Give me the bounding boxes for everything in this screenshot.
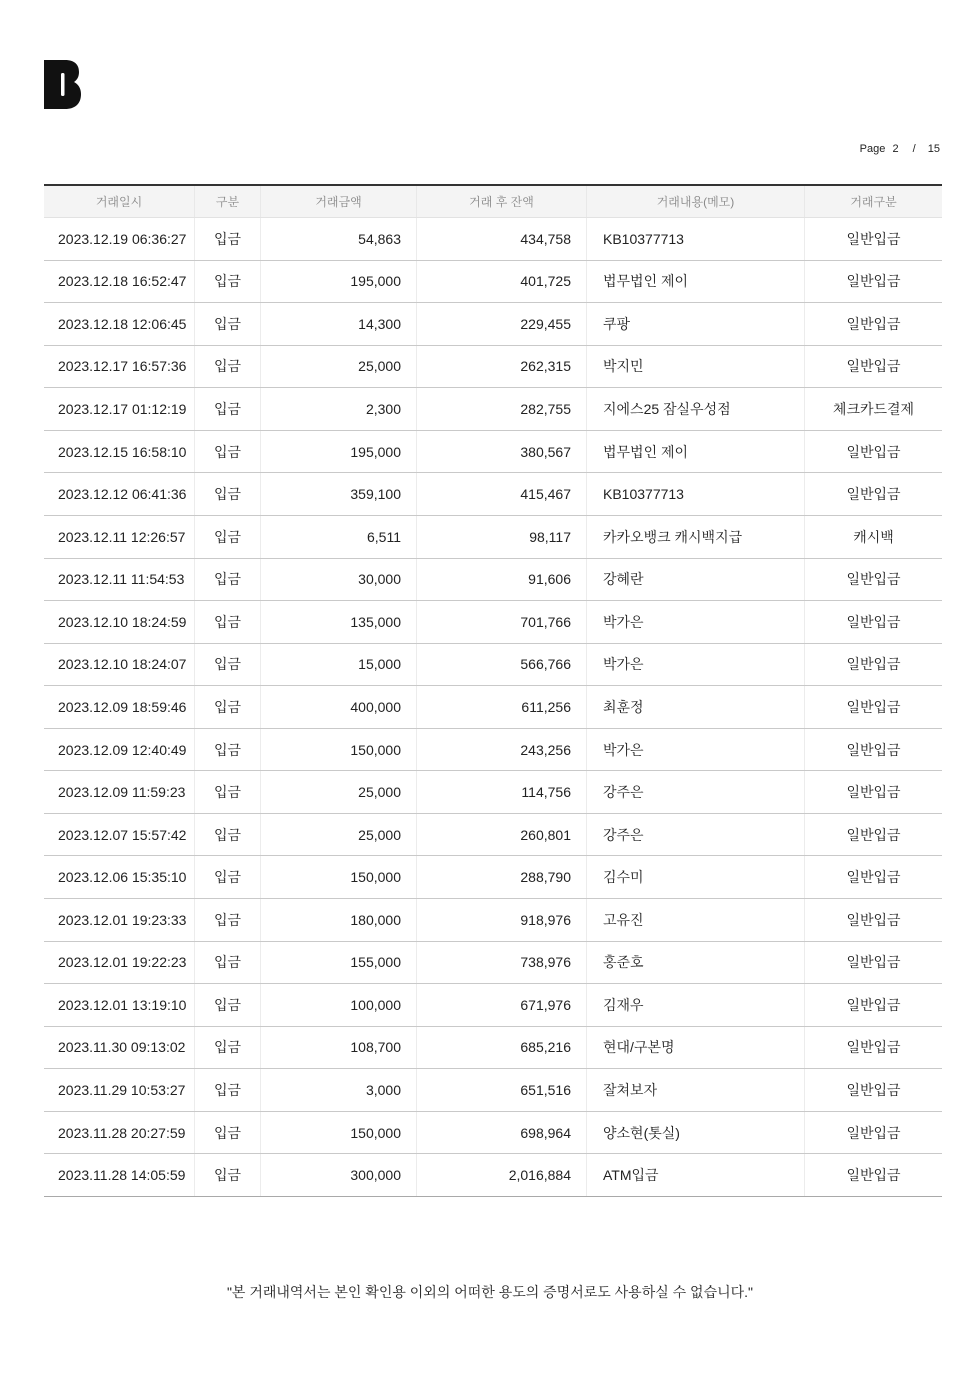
table-row — [44, 218, 942, 261]
cell-balance: 2,016,884 — [417, 1154, 587, 1196]
cell-memo: 지에스25 잠실우성점 — [587, 388, 805, 430]
cell-type: 입금 — [195, 516, 261, 558]
cell-memo: 최훈정 — [587, 686, 805, 728]
cell-type: 입금 — [195, 856, 261, 898]
cell-datetime: 2023.12.12 06:41:36 — [44, 473, 195, 515]
cell-balance: 698,964 — [417, 1112, 587, 1154]
cell-type: 입금 — [195, 644, 261, 686]
cell-balance: 288,790 — [417, 856, 587, 898]
cell-balance: 685,216 — [417, 1027, 587, 1069]
cell-datetime: 2023.12.11 11:54:53 — [44, 559, 195, 601]
column-header-category: 거래구분 — [850, 195, 897, 209]
table-row — [44, 644, 942, 687]
cell-type: 입금 — [195, 431, 261, 473]
cell-balance: 611,256 — [417, 686, 587, 728]
cell-category: 일반입금 — [846, 571, 901, 588]
cell-memo: 김재우 — [587, 984, 805, 1026]
cell-datetime: 2023.12.01 13:19:10 — [44, 984, 195, 1026]
cell-memo: KB10377713 — [587, 473, 805, 515]
cell-amount: 150,000 — [261, 1112, 417, 1154]
cell-datetime: 2023.12.18 16:52:47 — [44, 261, 195, 303]
cell-amount: 108,700 — [261, 1027, 417, 1069]
table-row — [44, 473, 942, 516]
cell-datetime: 2023.12.09 12:40:49 — [44, 729, 195, 771]
cell-balance: 98,117 — [417, 516, 587, 558]
table-row — [44, 729, 942, 772]
table-row — [44, 516, 942, 559]
footer-notice: "본 거래내역서는 본인 확인용 이외의 어떠한 용도의 증명서로도 사용하실 수 없습니다." — [226, 1284, 754, 1300]
cell-amount: 150,000 — [261, 856, 417, 898]
cell-memo: 쿠팡 — [587, 303, 805, 345]
cell-datetime: 2023.12.10 18:24:59 — [44, 601, 195, 643]
table-row — [44, 984, 942, 1027]
cell-memo: 강혜란 — [587, 559, 805, 601]
cell-type: 입금 — [195, 559, 261, 601]
cell-datetime: 2023.12.10 18:24:07 — [44, 644, 195, 686]
transaction-table — [44, 184, 942, 1197]
cell-memo: ATM입금 — [587, 1154, 805, 1196]
page-label: Page — [859, 143, 886, 155]
cell-balance: 401,725 — [417, 261, 587, 303]
cell-amount: 359,100 — [261, 473, 417, 515]
page-indicator — [860, 143, 940, 155]
cell-balance: 738,976 — [417, 942, 587, 984]
cell-amount: 25,000 — [261, 771, 417, 813]
cell-category: 일반입금 — [846, 1167, 901, 1184]
table-row — [44, 388, 942, 431]
cell-balance: 566,766 — [417, 644, 587, 686]
cell-category: 일반입금 — [846, 486, 901, 503]
cell-type: 입금 — [195, 814, 261, 856]
page-separator: / — [912, 143, 916, 155]
cell-category: 일반입금 — [846, 443, 901, 460]
table-row — [44, 559, 942, 602]
cell-category: 일반입금 — [846, 315, 901, 332]
cell-memo: 김수미 — [587, 856, 805, 898]
cell-datetime: 2023.12.15 16:58:10 — [44, 431, 195, 473]
cell-amount: 135,000 — [261, 601, 417, 643]
table-row — [44, 431, 942, 474]
cell-amount: 15,000 — [261, 644, 417, 686]
cell-memo: 잘쳐보자 — [587, 1069, 805, 1111]
cell-balance: 114,756 — [417, 771, 587, 813]
table-header — [44, 186, 942, 218]
cell-category: 일반입금 — [846, 826, 901, 843]
cell-datetime: 2023.11.29 10:53:27 — [44, 1069, 195, 1111]
cell-category: 일반입금 — [846, 656, 901, 673]
cell-type: 입금 — [195, 1112, 261, 1154]
cell-memo: 고유진 — [587, 899, 805, 941]
table-row — [44, 856, 942, 899]
cell-category: 일반입금 — [846, 996, 901, 1013]
cell-type: 입금 — [195, 601, 261, 643]
table-body — [44, 218, 942, 1197]
cell-datetime: 2023.12.17 16:57:36 — [44, 346, 195, 388]
cell-amount: 400,000 — [261, 686, 417, 728]
table-row — [44, 814, 942, 857]
cell-memo: 양소현(톳실) — [587, 1112, 805, 1154]
cell-balance: 701,766 — [417, 601, 587, 643]
cell-memo: 박지민 — [587, 346, 805, 388]
cell-balance: 260,801 — [417, 814, 587, 856]
cell-memo: 강주은 — [587, 814, 805, 856]
cell-memo: 현대/구본명 — [587, 1027, 805, 1069]
cell-type: 입금 — [195, 303, 261, 345]
cell-amount: 195,000 — [261, 431, 417, 473]
cell-amount: 3,000 — [261, 1069, 417, 1111]
cell-datetime: 2023.12.18 12:06:45 — [44, 303, 195, 345]
cell-amount: 25,000 — [261, 346, 417, 388]
page-total: 15 — [927, 143, 940, 155]
table-row — [44, 771, 942, 814]
cell-balance: 671,976 — [417, 984, 587, 1026]
cell-type: 입금 — [195, 261, 261, 303]
cell-type: 입금 — [195, 942, 261, 984]
cell-datetime: 2023.11.28 14:05:59 — [44, 1154, 195, 1196]
cell-amount: 100,000 — [261, 984, 417, 1026]
table-row — [44, 303, 942, 346]
cell-category: 일반입금 — [846, 613, 901, 630]
cell-type: 입금 — [195, 729, 261, 771]
table-row — [44, 1154, 942, 1197]
cell-balance: 243,256 — [417, 729, 587, 771]
cell-type: 입금 — [195, 218, 261, 260]
cell-balance: 229,455 — [417, 303, 587, 345]
cell-datetime: 2023.12.06 15:35:10 — [44, 856, 195, 898]
table-row — [44, 1069, 942, 1112]
cell-type: 입금 — [195, 771, 261, 813]
bank-b-logo-icon — [44, 60, 81, 109]
cell-type: 입금 — [195, 346, 261, 388]
cell-datetime: 2023.12.19 06:36:27 — [44, 218, 195, 260]
table-row — [44, 346, 942, 389]
cell-datetime: 2023.12.01 19:22:23 — [44, 942, 195, 984]
cell-datetime: 2023.12.09 11:59:23 — [44, 771, 195, 813]
cell-memo: 카카오뱅크 캐시백지급 — [587, 516, 805, 558]
cell-category: 일반입금 — [846, 1039, 901, 1056]
cell-category: 일반입금 — [846, 784, 901, 801]
cell-memo: 홍준호 — [587, 942, 805, 984]
table-row — [44, 899, 942, 942]
cell-amount: 14,300 — [261, 303, 417, 345]
cell-datetime: 2023.12.09 18:59:46 — [44, 686, 195, 728]
cell-memo: 박가은 — [587, 644, 805, 686]
cell-datetime: 2023.12.17 01:12:19 — [44, 388, 195, 430]
cell-memo: 법무법인 제이 — [587, 431, 805, 473]
column-header-memo: 거래내용(메모) — [587, 186, 805, 217]
cell-amount: 6,511 — [261, 516, 417, 558]
cell-amount: 150,000 — [261, 729, 417, 771]
cell-type: 입금 — [195, 899, 261, 941]
cell-datetime: 2023.12.11 12:26:57 — [44, 516, 195, 558]
cell-datetime: 2023.11.28 20:27:59 — [44, 1112, 195, 1154]
cell-category: 일반입금 — [846, 1124, 901, 1141]
table-row — [44, 261, 942, 304]
cell-balance: 262,315 — [417, 346, 587, 388]
page-current: 2 — [892, 143, 899, 155]
cell-category: 일반입금 — [846, 954, 901, 971]
table-row — [44, 686, 942, 729]
cell-category: 일반입금 — [846, 358, 901, 375]
cell-category: 일반입금 — [846, 869, 901, 886]
cell-amount: 155,000 — [261, 942, 417, 984]
column-header-balance: 거래 후 잔액 — [417, 186, 587, 217]
cell-category: 일반입금 — [846, 698, 901, 715]
cell-category: 캐시백 — [853, 528, 894, 545]
cell-datetime: 2023.11.30 09:13:02 — [44, 1027, 195, 1069]
cell-type: 입금 — [195, 1154, 261, 1196]
cell-balance: 91,606 — [417, 559, 587, 601]
cell-type: 입금 — [195, 984, 261, 1026]
cell-amount: 25,000 — [261, 814, 417, 856]
table-row — [44, 601, 942, 644]
cell-type: 입금 — [195, 686, 261, 728]
cell-balance: 651,516 — [417, 1069, 587, 1111]
cell-amount: 180,000 — [261, 899, 417, 941]
cell-memo: 법무법인 제이 — [587, 261, 805, 303]
column-header-datetime: 거래일시 — [44, 186, 195, 217]
cell-balance: 434,758 — [417, 218, 587, 260]
cell-datetime: 2023.12.01 19:23:33 — [44, 899, 195, 941]
cell-category: 일반입금 — [846, 230, 901, 247]
cell-balance: 415,467 — [417, 473, 587, 515]
cell-amount: 300,000 — [261, 1154, 417, 1196]
cell-memo: 박가은 — [587, 601, 805, 643]
cell-type: 입금 — [195, 1027, 261, 1069]
cell-balance: 918,976 — [417, 899, 587, 941]
cell-type: 입금 — [195, 388, 261, 430]
column-header-amount: 거래금액 — [261, 186, 417, 217]
table-row — [44, 942, 942, 985]
cell-memo: 박가은 — [587, 729, 805, 771]
cell-category: 일반입금 — [846, 1082, 901, 1099]
cell-balance: 380,567 — [417, 431, 587, 473]
table-row — [44, 1112, 942, 1155]
cell-amount: 195,000 — [261, 261, 417, 303]
cell-balance: 282,755 — [417, 388, 587, 430]
cell-datetime: 2023.12.07 15:57:42 — [44, 814, 195, 856]
cell-amount: 54,863 — [261, 218, 417, 260]
cell-category: 체크카드결제 — [832, 401, 915, 418]
column-header-type: 구분 — [195, 186, 261, 217]
cell-amount: 2,300 — [261, 388, 417, 430]
cell-type: 입금 — [195, 473, 261, 515]
cell-type: 입금 — [195, 1069, 261, 1111]
cell-memo: KB10377713 — [587, 218, 805, 260]
cell-amount: 30,000 — [261, 559, 417, 601]
cell-category: 일반입금 — [846, 741, 901, 758]
cell-category: 일반입금 — [846, 911, 901, 928]
cell-category: 일반입금 — [846, 273, 901, 290]
cell-memo: 강주은 — [587, 771, 805, 813]
table-row — [44, 1027, 942, 1070]
